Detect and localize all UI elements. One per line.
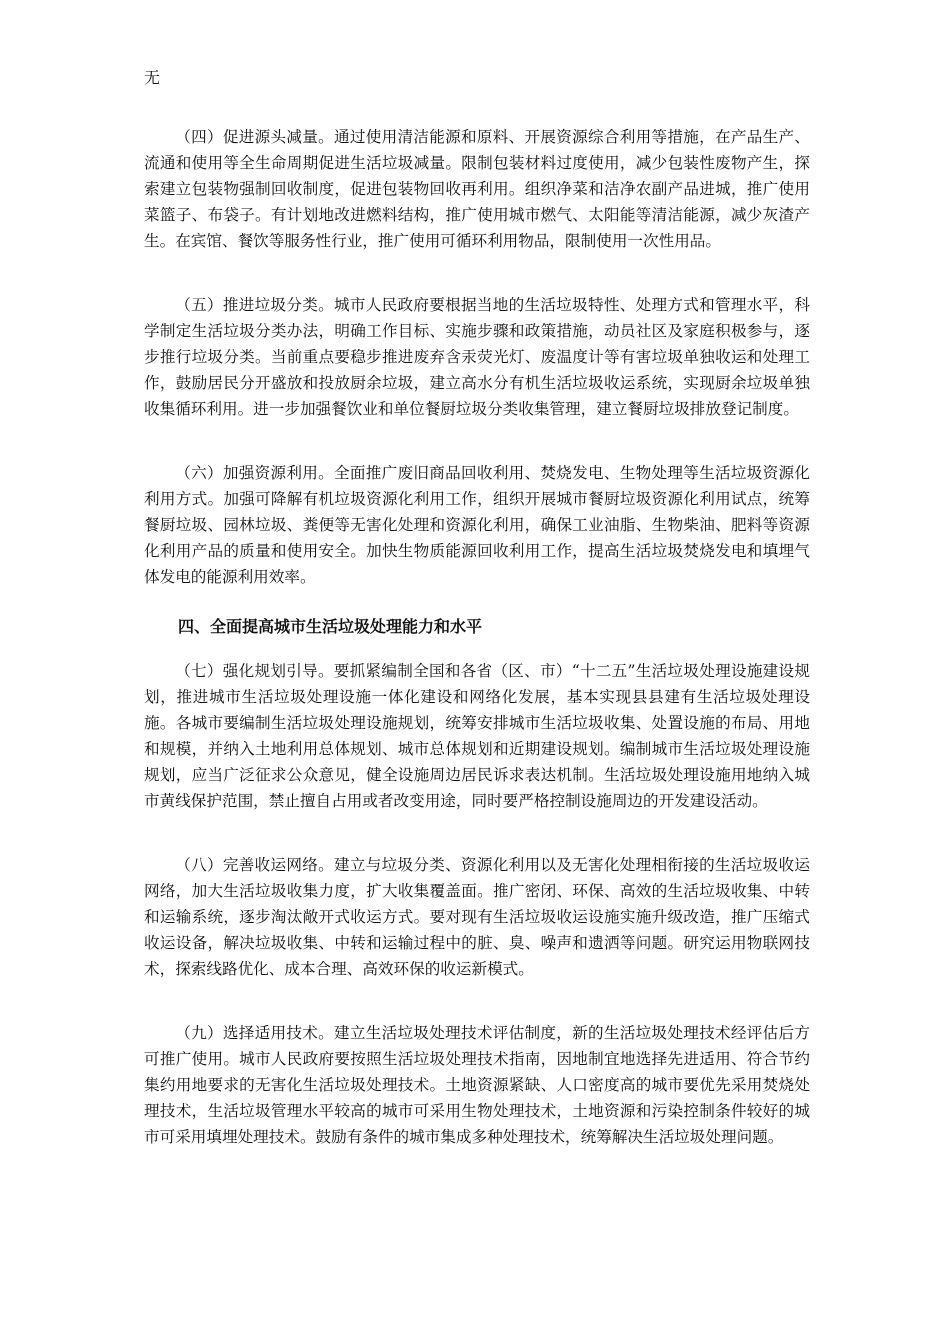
paragraph-4: （四）促进源头减量。通过使用清洁能源和原料、开展资源综合利用等措施，在产品生产、流通和使用等全生命周期促进生活垃圾减量。限制包装材料过度使用，减少包装性废物产生，探索建立包装物强制回收制度，促进包装物回收再利用。组织净菜和洁净农副产品进城，推广使用菜篮子、布袋子。有计划地改进燃料结构，推广使用城市燃气、太阳能等清洁能源，减少灰渣产生。在宾馆、餐饮等服务性行业，推广使用可循环利用物品，限制使用一次性用品。 bbox=[144, 128, 810, 251]
section-heading: 四、全面提高城市生活垃圾处理能力和水平 bbox=[178, 617, 483, 636]
header-mark: 无 bbox=[144, 68, 161, 87]
paragraph-9: （九）选择适用技术。建立生活垃圾处理技术评估制度，新的生活垃圾处理技术经评估后方可推广使用。城市人民政府要按照生活垃圾处理技术指南，因地制宜地选择先进适用、符合节约集约用地要求的无害化生活垃圾处理技术。土地资源紧缺、人口密度高的城市要优先采用焚烧处理技术，生活垃圾管理水平较高的城市可采用生物处理技术，土地资源和污染控制条件较好的城市可采用填埋处理技术。鼓励有条件的城市集成多种处理技术，统筹解决生活垃圾处理问题。 bbox=[144, 1024, 810, 1147]
paragraph-6: （六）加强资源利用。全面推广废旧商品回收利用、焚烧发电、生物处理等生活垃圾资源化利用方式。加强可降解有机垃圾资源化利用工作，组织开展城市餐厨垃圾资源化利用试点，统筹餐厨垃圾、园林垃圾、粪便等无害化处理和资源化利用，确保工业油脂、生物柴油、肥料等资源化利用产品的质量和使用安全。加快生物质能源回收利用工作，提高生活垃圾焚烧发电和填埋气体发电的能源利用效率。 bbox=[144, 464, 810, 587]
paragraph-5: （五）推进垃圾分类。城市人民政府要根据当地的生活垃圾特性、处理方式和管理水平，科学制定生活垃圾分类办法，明确工作目标、实施步骤和政策措施，动员社区及家庭积极参与，逐步推行垃圾分类。当前重点要稳步推进废弃含汞荧光灯、废温度计等有害垃圾单独收运和处理工作，鼓励居民分开盛放和投放厨余垃圾，建立高水分有机生活垃圾收运系统，实现厨余垃圾单独收集循环利用。进一步加强餐饮业和单位餐厨垃圾分类收集管理，建立餐厨垃圾排放登记制度。 bbox=[144, 296, 810, 419]
paragraph-7: （七）强化规划引导。要抓紧编制全国和各省（区、市）“十二五”生活垃圾处理设施建设规划，推进城市生活垃圾处理设施一体化建设和网络化发展，基本实现县县建有生活垃圾处理设施。各城市要编制生活垃圾处理设施规划，统筹安排城市生活垃圾收集、处置设施的布局、用地和规模，并纳入土地利用总体规划、城市总体规划和近期建设规划。编制城市生活垃圾处理设施规划，应当广泛征求公众意见，健全设施周边居民诉求表达机制。生活垃圾处理设施用地纳入城市黄线保护范围，禁止擅自占用或者改变用途，同时要严格控制设施周边的开发建设活动。 bbox=[144, 662, 810, 811]
paragraph-8: （八）完善收运网络。建立与垃圾分类、资源化利用以及无害化处理相衔接的生活垃圾收运网络，加大生活垃圾收集力度，扩大收集覆盖面。推广密闭、环保、高效的生活垃圾收集、中转和运输系统，逐步淘汰敞开式收运方式。要对现有生活垃圾收运设施实施升级改造，推广压缩式收运设备，解决垃圾收集、中转和运输过程中的脏、臭、噪声和遗洒等问题。研究运用物联网技术，探索线路优化、成本合理、高效环保的收运新模式。 bbox=[144, 856, 810, 979]
